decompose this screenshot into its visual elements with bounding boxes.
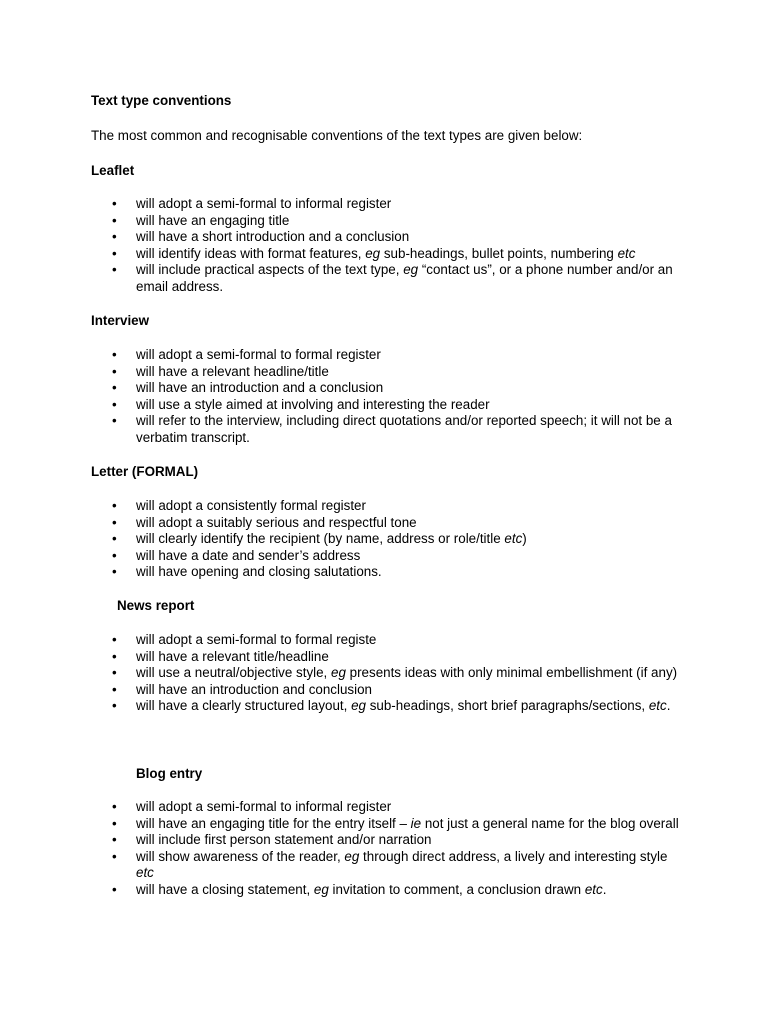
- bullet-icon: •: [112, 881, 117, 897]
- list-item: • will adopt a semi-formal to informal register: [112, 799, 392, 814]
- list-item: • will have a clearly structured layout, eg sub-headings, short brief paragraphs/sections, etc.: [112, 698, 671, 714]
- italic-text: eg: [403, 262, 419, 278]
- bullet-icon: •: [112, 413, 117, 429]
- bullet-icon: •: [112, 632, 117, 647]
- bullet-icon: •: [112, 547, 117, 563]
- list-item: • will have a date and sender’s address: [112, 547, 361, 563]
- list-item: • will adopt a consistently formal register: [112, 498, 366, 513]
- list-item: • will have a relevant title/headline: [112, 648, 329, 664]
- intro-paragraph: The most common and recognisable conventions of the text types are given below:: [91, 128, 583, 143]
- bullet-icon: •: [112, 229, 117, 245]
- italic-text: eg: [351, 698, 366, 714]
- bullet-icon: •: [112, 196, 117, 211]
- leaflet-list: [0, 196, 768, 296]
- list-item: • will have an engaging title: [112, 212, 290, 228]
- list-item: • will clearly identify the recipient (by name, address or role/title etc): [112, 531, 527, 547]
- list-item: • will have a relevant headline/title: [112, 363, 329, 379]
- list-item: • will use a style aimed at involving and interesting the reader: [112, 396, 490, 412]
- bullet-icon: •: [112, 681, 117, 697]
- list-item: • will show awareness of the reader, eg through direct address, a lively and interesting style etc: [112, 848, 668, 881]
- section-heading-leaflet: Leaflet: [91, 163, 135, 178]
- bullet-icon: •: [112, 698, 117, 714]
- news-report-list: [0, 632, 768, 715]
- bullet-icon: •: [112, 498, 117, 513]
- bullet-icon: •: [112, 262, 117, 278]
- list-item: • will have a closing statement, eg invitation to comment, a conclusion drawn etc.: [112, 881, 607, 897]
- italic-text: eg: [344, 848, 360, 864]
- list-item: • will have an introduction and conclusion: [112, 681, 372, 697]
- bullet-icon: •: [112, 648, 117, 664]
- bullet-icon: •: [112, 212, 117, 228]
- list-item: • will identify ideas with format features, eg sub-headings, bullet points, numbering etc: [112, 245, 636, 261]
- italic-text: ie: [410, 815, 422, 831]
- bullet-icon: •: [112, 531, 117, 547]
- interview-list: [0, 347, 768, 447]
- bullet-icon: •: [112, 396, 117, 412]
- section-heading-letter: Letter (FORMAL): [91, 464, 199, 479]
- list-item: • will have an engaging title for the entry itself – ie not just a general name for the blog overall: [112, 815, 679, 831]
- bullet-icon: •: [112, 799, 117, 814]
- list-item: • will adopt a semi-formal to informal register: [112, 196, 392, 211]
- bullet-icon: •: [112, 665, 117, 681]
- section-heading-blog-entry: Blog entry: [136, 766, 203, 781]
- bullet-icon: •: [112, 514, 117, 530]
- list-item: • will use a neutral/objective style, eg presents ideas with only minimal embellishment (if any): [112, 665, 678, 681]
- letter-list: [0, 498, 768, 581]
- italic-text: etc: [136, 865, 154, 881]
- list-item: • will adopt a semi-formal to formal registe: [112, 632, 377, 647]
- blog-entry-list: [0, 799, 768, 899]
- italic-text: etc: [584, 881, 603, 897]
- section-heading-news-report: News report: [117, 598, 195, 613]
- bullet-icon: •: [112, 832, 117, 848]
- list-item: • will have a short introduction and a conclusion: [112, 229, 410, 245]
- bullet-icon: •: [112, 564, 117, 580]
- bullet-icon: •: [112, 815, 117, 831]
- section-heading-interview: Interview: [91, 313, 150, 328]
- list-item: • will refer to the interview, including direct quotations and/or reported speech; it will not be a verbatim transcript.: [112, 413, 672, 445]
- list-item: • will adopt a suitably serious and respectful tone: [112, 514, 417, 530]
- list-item: • will include practical aspects of the text type, eg “contact us”, or a phone number and/or an email address.: [112, 262, 673, 294]
- bullet-icon: •: [112, 245, 117, 261]
- list-item: • will have an introduction and a conclusion: [112, 380, 384, 396]
- bullet-icon: •: [112, 347, 117, 362]
- bullet-icon: •: [112, 363, 117, 379]
- italic-text: eg: [313, 881, 329, 897]
- bullet-icon: •: [112, 380, 117, 396]
- italic-text: etc: [648, 698, 667, 714]
- list-item: • will have opening and closing salutations.: [112, 564, 382, 580]
- italic-text: eg: [365, 245, 381, 261]
- document-title: Text type conventions: [91, 93, 232, 108]
- bullet-icon: •: [112, 848, 117, 864]
- italic-text: etc: [617, 245, 636, 261]
- list-item: • will include first person statement and/or narration: [112, 832, 432, 848]
- italic-text: eg: [331, 665, 346, 681]
- italic-text: etc: [504, 531, 523, 547]
- list-item: • will adopt a semi-formal to formal register: [112, 347, 381, 362]
